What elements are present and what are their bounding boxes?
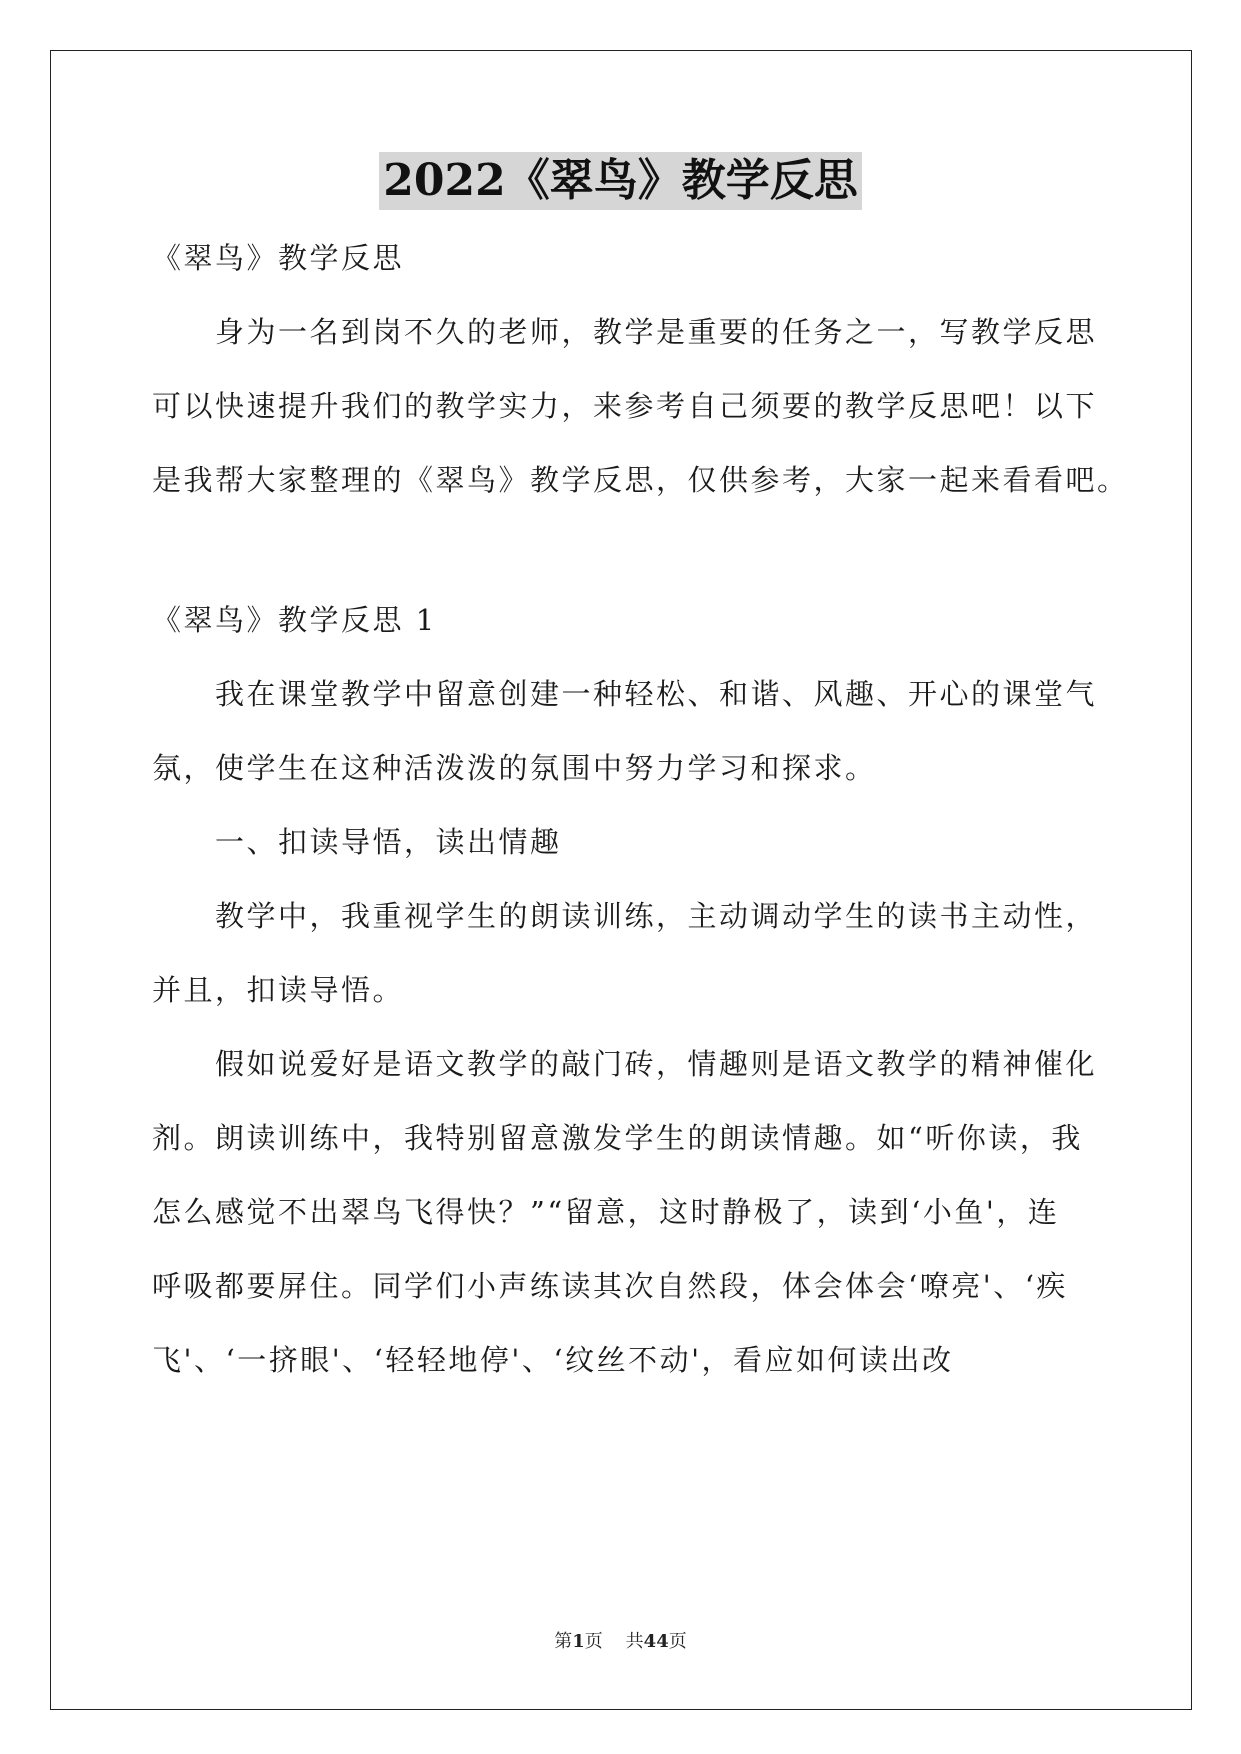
page-number: 1 [572,1631,585,1652]
page-prefix: 第 [554,1631,573,1652]
paragraph-line: 剂。朗读训练中，我特别留意激发学生的朗读情趣。如“听你读，我 [152,1121,1083,1155]
subsection-heading: 一、扣读导悟，读出情趣 [215,825,562,859]
intro-line: 身为一名到岗不久的老师，教学是重要的任务之一，写教学反思 [215,315,1098,349]
paragraph-line: 呼吸都要屏住。同学们小声练读其次自然段，体会体会‘嘹亮'、‘疾 [152,1269,1068,1303]
page-footer [0,1630,1241,1654]
intro-line: 可以快速提升我们的教学实力，来参考自己须要的教学反思吧！以下 [152,389,1098,423]
section-heading: 《翠鸟》教学反思 [152,241,405,275]
page-suffix: 页 [584,1631,603,1652]
intro-line: 是我帮大家整理的《翠鸟》教学反思，仅供参考，大家一起来看看吧。 [152,463,1129,497]
paragraph-line: 氛，使学生在这种活泼泼的氛围中努力学习和探求。 [152,751,877,785]
total-prefix: 共 [625,1631,644,1652]
paragraph-line: 我在课堂教学中留意创建一种轻松、和谐、风趣、开心的课堂气 [215,677,1098,711]
total-suffix: 页 [668,1631,687,1652]
paragraph-line: 并且，扣读导悟。 [152,973,405,1007]
total-pages: 44 [643,1631,669,1652]
page-border [50,50,1192,1710]
document-title: 2022《翠鸟》教学反思 [379,152,861,210]
section-heading: 《翠鸟》教学反思 1 [152,603,437,637]
title-container [0,152,1241,210]
paragraph-line: 教学中，我重视学生的朗读训练，主动调动学生的读书主动性， [215,899,1098,933]
paragraph-line: 飞'、‘一挤眼'、‘轻轻地停'、‘纹丝不动'，看应如何读出改 [152,1343,954,1377]
paragraph-line: 假如说爱好是语文教学的敲门砖，情趣则是语文教学的精神催化 [215,1047,1098,1081]
paragraph-line: 怎么感觉不出翠鸟飞得快？”“留意，这时静极了，读到‘小鱼'，连 [152,1195,1060,1229]
